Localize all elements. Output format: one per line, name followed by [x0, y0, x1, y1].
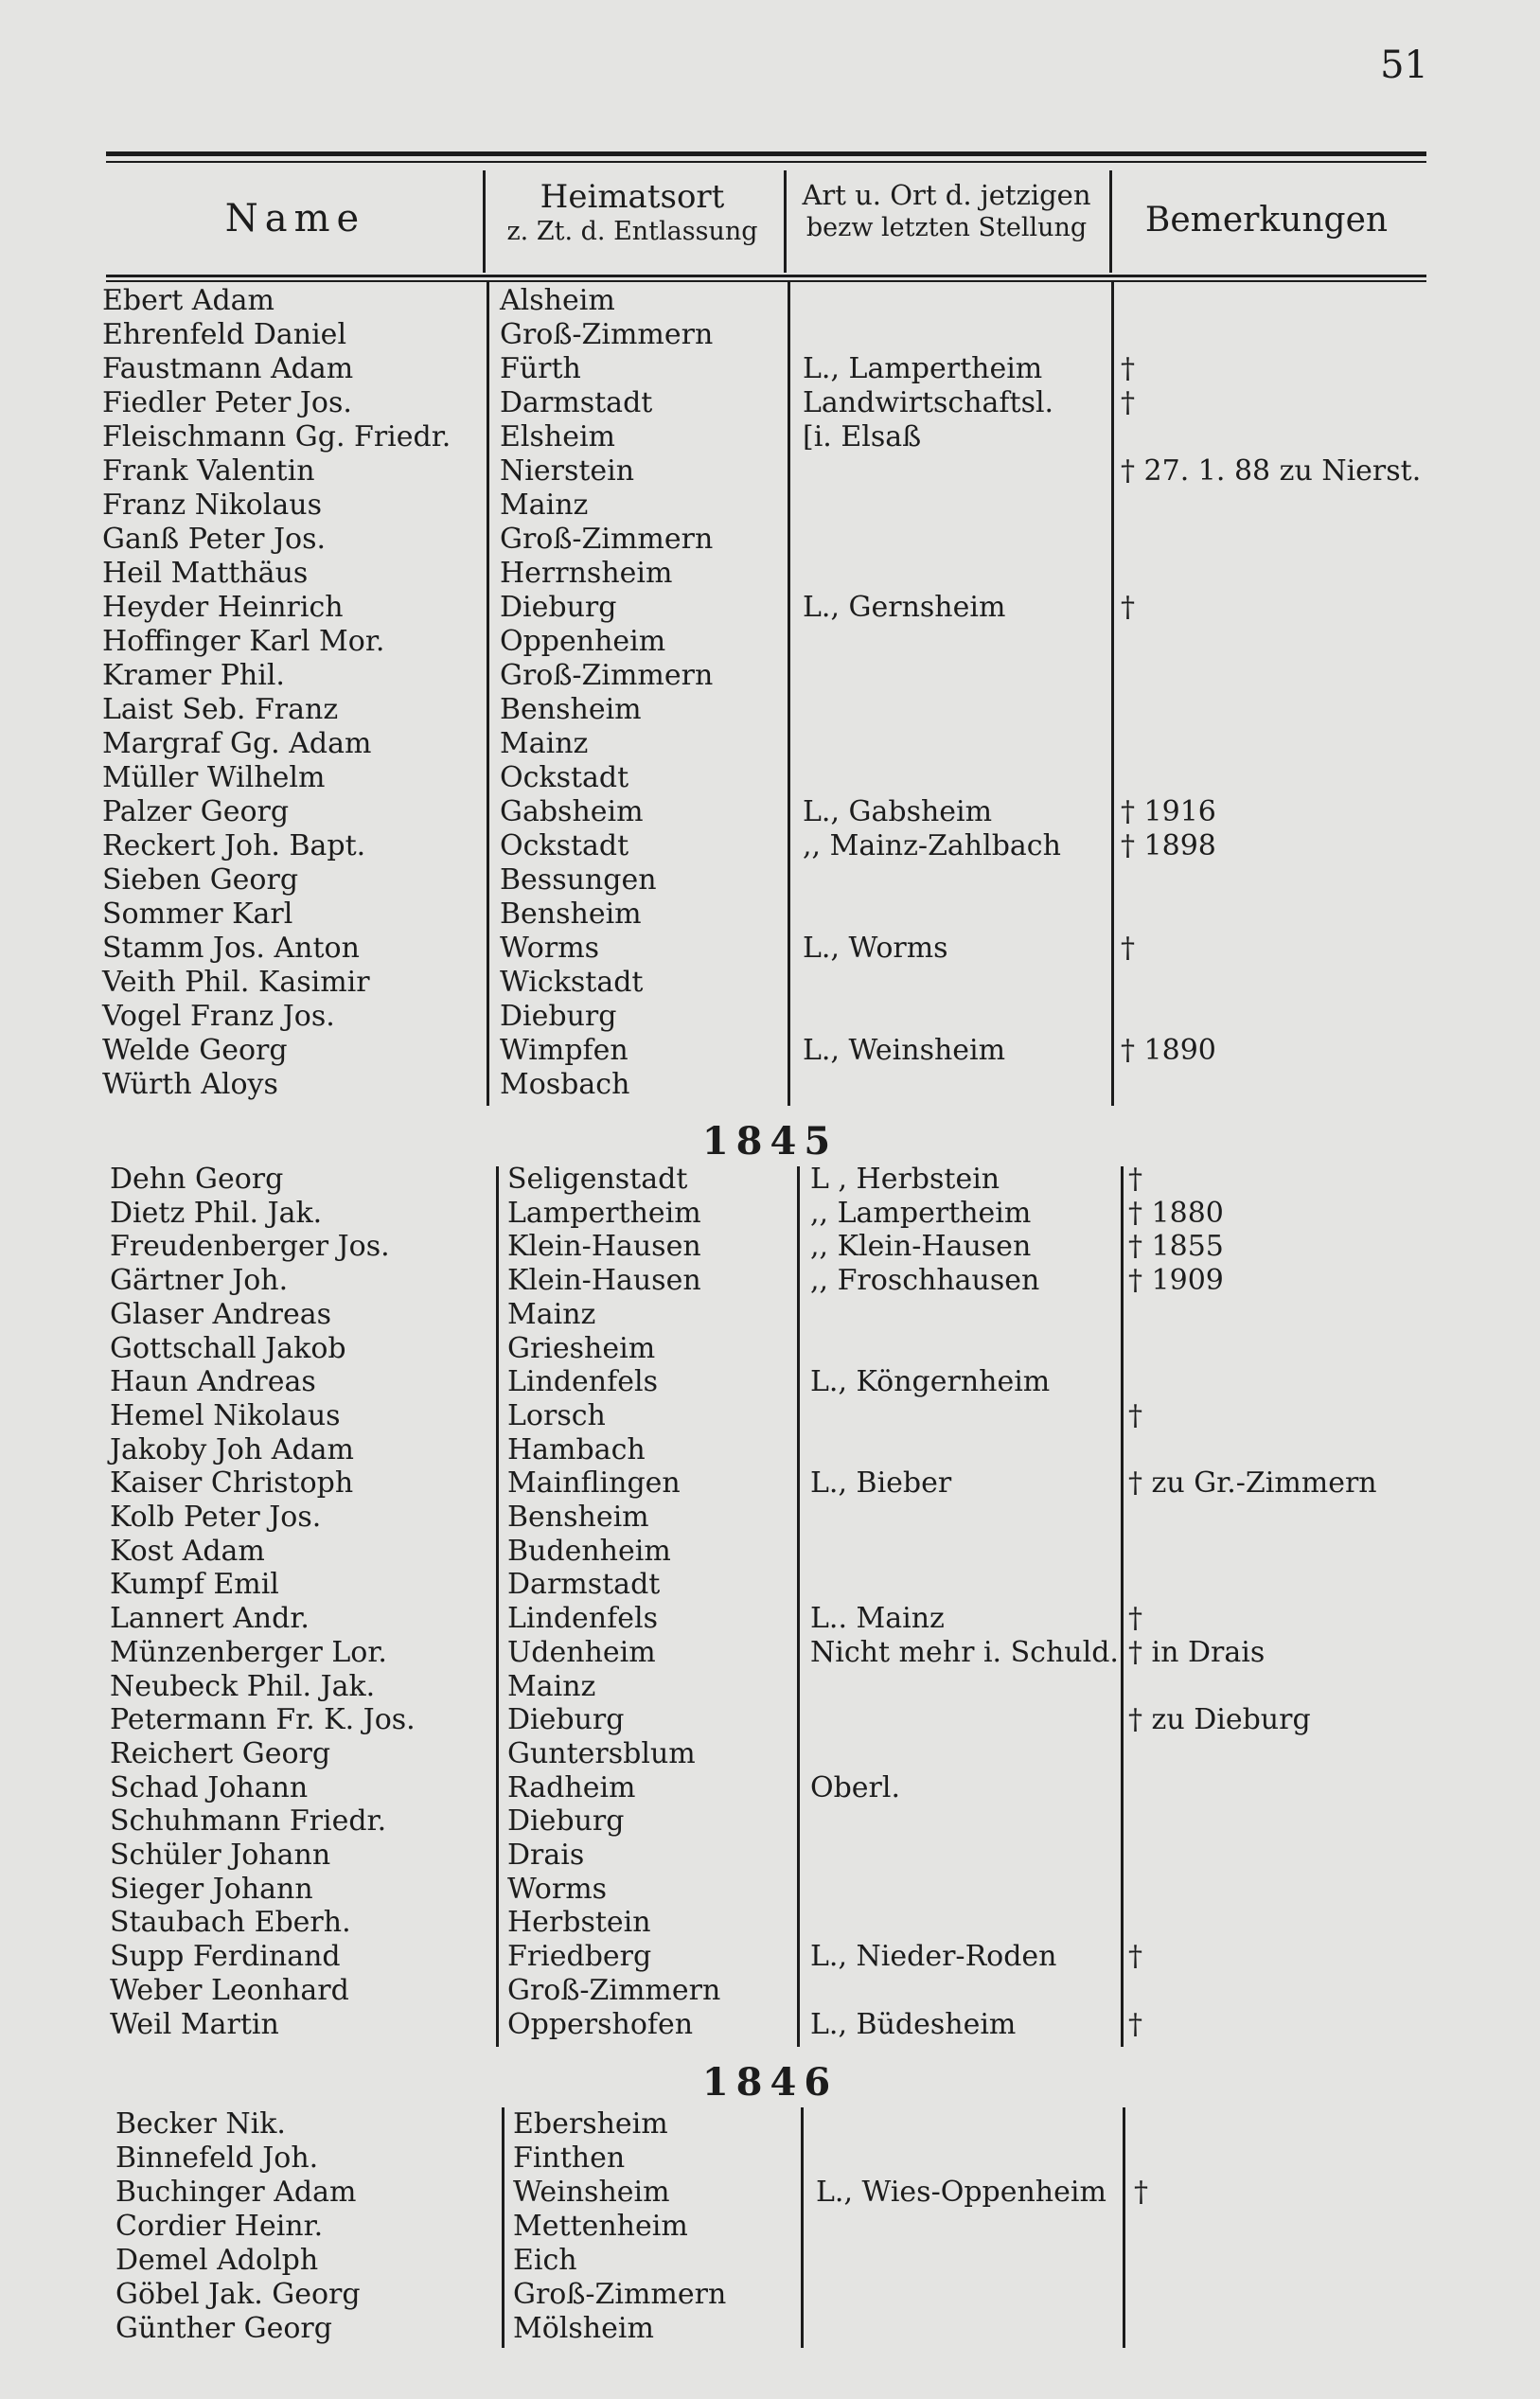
header-home-sub: z. Zt. d. Entlassung — [506, 216, 758, 246]
position-cell: L , Herbstein — [810, 1163, 1000, 1196]
home-town-cell: Budenheim — [507, 1534, 671, 1568]
person-name-cell: Sieger Johann — [110, 1872, 313, 1906]
position-cell: L., Büdesheim — [810, 2007, 1017, 2041]
position-cell: L., Gabsheim — [803, 795, 993, 828]
person-name-cell: Schüler Johann — [110, 1839, 331, 1872]
person-name-cell: Fleischmann Gg. Friedr. — [102, 420, 451, 453]
home-town-cell: Mainz — [507, 1297, 596, 1331]
person-name-cell: Freudenberger Jos. — [110, 1230, 390, 1264]
home-town-cell: Ockstadt — [500, 829, 629, 862]
person-name-cell: Reckert Joh. Bapt. — [102, 829, 366, 862]
column-divider — [487, 282, 489, 1106]
person-name-cell: Dehn Georg — [110, 1163, 284, 1196]
home-town-cell: Bessungen — [500, 863, 657, 897]
remarks-cell: † — [1128, 1398, 1142, 1432]
person-name-cell: Supp Ferdinand — [110, 1940, 341, 1974]
remarks-cell: † — [1134, 2176, 1148, 2209]
home-town-cell: Eich — [513, 2244, 577, 2277]
position-cell: L., Wies-Oppenheim — [816, 2176, 1106, 2209]
position-cell: ,, Lampertheim — [810, 1196, 1032, 1230]
person-name-cell: Hemel Nikolaus — [110, 1398, 341, 1432]
person-name-cell: Gottschall Jakob — [110, 1331, 346, 1365]
header-rule-thin — [106, 280, 1426, 282]
top-rule — [106, 151, 1426, 156]
position-cell: L.. Mainz — [810, 1602, 945, 1636]
person-name-cell: Haun Andreas — [110, 1365, 316, 1399]
column-divider — [788, 282, 790, 1106]
home-town-cell: Ockstadt — [500, 761, 629, 794]
home-town-cell: Wickstadt — [500, 966, 644, 999]
person-name-cell: Heyder Heinrich — [102, 591, 344, 624]
person-name-cell: Petermann Fr. K. Jos. — [110, 1703, 416, 1737]
page-number: 51 — [1380, 44, 1428, 87]
remarks-cell: † — [1128, 1602, 1142, 1636]
home-town-cell: Bensheim — [500, 897, 642, 931]
remarks-cell: † 1898 — [1121, 829, 1216, 862]
home-town-cell: Gabsheim — [500, 795, 644, 828]
home-town-cell: Klein-Hausen — [507, 1230, 701, 1264]
home-town-cell: Fürth — [500, 352, 581, 385]
person-name-cell: Günther Georg — [115, 2312, 332, 2345]
person-name-cell: Ehrenfeld Daniel — [102, 318, 347, 351]
header-position-sub: bezw letzten Stellung — [805, 213, 1088, 243]
home-town-cell: Lindenfels — [507, 1602, 658, 1636]
person-name-cell: Jakoby Joh Adam — [110, 1432, 354, 1466]
column-divider — [1109, 170, 1112, 273]
column-divider — [1121, 1166, 1124, 2047]
home-town-cell: Griesheim — [507, 1331, 656, 1365]
person-name-cell: Würth Aloys — [102, 1068, 278, 1101]
home-town-cell: Dieburg — [500, 591, 617, 624]
person-name-cell: Dietz Phil. Jak. — [110, 1196, 323, 1230]
position-cell: Landwirtschaftsl. — [803, 386, 1054, 419]
home-town-cell: Bensheim — [500, 693, 642, 726]
home-town-cell: Nierstein — [500, 454, 635, 488]
home-town-cell: Herbstein — [507, 1906, 651, 1940]
column-divider — [502, 2107, 504, 2348]
position-cell: [i. Elsaß — [803, 420, 922, 453]
column-divider — [797, 1166, 800, 2047]
person-name-cell: Lannert Andr. — [110, 1602, 310, 1636]
person-name-cell: Fiedler Peter Jos. — [102, 386, 352, 419]
position-cell: L., Lampertheim — [803, 352, 1043, 385]
home-town-cell: Mosbach — [500, 1068, 630, 1101]
position-cell: L., Nieder-Roden — [810, 1940, 1057, 1974]
home-town-cell: Hambach — [507, 1432, 646, 1466]
column-divider — [483, 170, 486, 273]
column-divider — [801, 2107, 804, 2348]
header-position-title: Art u. Ort d. jetzigen — [802, 179, 1091, 211]
year-heading-1846: 1846 — [701, 2060, 839, 2105]
remarks-cell: † 1890 — [1121, 1034, 1216, 1067]
home-town-cell: Oppershofen — [507, 2007, 694, 2041]
person-name-cell: Vogel Franz Jos. — [102, 1000, 335, 1033]
remarks-cell: † 1855 — [1128, 1230, 1224, 1264]
home-town-cell: Mainflingen — [507, 1466, 681, 1501]
column-divider — [1111, 282, 1114, 1106]
person-name-cell: Neubeck Phil. Jak. — [110, 1669, 376, 1703]
person-name-cell: Margraf Gg. Adam — [102, 727, 372, 760]
home-town-cell: Mainz — [507, 1669, 596, 1703]
person-name-cell: Münzenberger Lor. — [110, 1635, 387, 1669]
home-town-cell: Mainz — [500, 489, 589, 522]
position-cell: L., Worms — [803, 932, 948, 965]
person-name-cell: Demel Adolph — [115, 2244, 319, 2277]
home-town-cell: Groß-Zimmern — [507, 1973, 721, 2007]
home-town-cell: Bensheim — [507, 1501, 649, 1534]
home-town-cell: Mainz — [500, 727, 589, 760]
person-name-cell: Weil Martin — [110, 2007, 279, 2041]
home-town-cell: Lorsch — [507, 1398, 606, 1432]
remarks-cell: † 1909 — [1128, 1264, 1224, 1298]
position-cell: L., Köngernheim — [810, 1365, 1051, 1399]
position-cell: Nicht mehr i. Schuld. — [810, 1635, 1119, 1669]
home-town-cell: Darmstadt — [500, 386, 653, 419]
home-town-cell: Alsheim — [500, 284, 615, 317]
home-town-cell: Lindenfels — [507, 1365, 658, 1399]
header-home — [481, 178, 784, 247]
person-name-cell: Sieben Georg — [102, 863, 299, 897]
home-town-cell: Worms — [507, 1872, 608, 1906]
home-town-cell: Mettenheim — [513, 2210, 688, 2243]
person-name-cell: Laist Seb. Franz — [102, 693, 339, 726]
person-name-cell: Schad Johann — [110, 1770, 309, 1804]
person-name-cell: Ebert Adam — [102, 284, 274, 317]
top-rule-thin — [106, 161, 1426, 163]
home-town-cell: Lampertheim — [507, 1196, 701, 1230]
person-name-cell: Stamm Jos. Anton — [102, 932, 360, 965]
home-town-cell: Dieburg — [500, 1000, 617, 1033]
person-name-cell: Becker Nik. — [115, 2107, 286, 2141]
home-town-cell: Groß-Zimmern — [500, 659, 714, 692]
remarks-cell: † — [1128, 2007, 1142, 2041]
person-name-cell: Welde Georg — [102, 1034, 288, 1067]
remarks-cell: † — [1128, 1940, 1142, 1974]
remarks-cell: † 27. 1. 88 zu Nierst. — [1121, 454, 1422, 488]
position-cell: ,, Klein-Hausen — [810, 1230, 1032, 1264]
position-cell: Oberl. — [810, 1770, 901, 1804]
person-name-cell: Kumpf Emil — [110, 1568, 279, 1602]
person-name-cell: Kramer Phil. — [102, 659, 285, 692]
person-name-cell: Gärtner Joh. — [110, 1264, 289, 1298]
position-cell: L., Gernsheim — [803, 591, 1006, 624]
home-town-cell: Drais — [507, 1839, 585, 1872]
home-town-cell: Groß-Zimmern — [500, 318, 714, 351]
column-divider — [496, 1166, 499, 2047]
person-name-cell: Faustmann Adam — [102, 352, 354, 385]
home-town-cell: Worms — [500, 932, 600, 965]
person-name-cell: Schuhmann Friedr. — [110, 1804, 387, 1839]
home-town-cell: Udenheim — [507, 1635, 656, 1669]
person-name-cell: Kost Adam — [110, 1534, 265, 1568]
person-name-cell: Reichert Georg — [110, 1736, 331, 1770]
home-town-cell: Groß-Zimmern — [513, 2278, 727, 2311]
remarks-cell: † in Drais — [1128, 1635, 1266, 1669]
person-name-cell: Palzer Georg — [102, 795, 290, 828]
remarks-cell: † — [1121, 352, 1135, 385]
position-cell: ,, Froschhausen — [810, 1264, 1040, 1298]
remarks-cell: † zu Dieburg — [1128, 1703, 1311, 1737]
person-name-cell: Franz Nikolaus — [102, 489, 322, 522]
person-name-cell: Sommer Karl — [102, 897, 293, 931]
remarks-cell: † 1880 — [1128, 1196, 1224, 1230]
home-town-cell: Darmstadt — [507, 1568, 661, 1602]
position-cell: L., Bieber — [810, 1466, 952, 1501]
home-town-cell: Mölsheim — [513, 2312, 654, 2345]
home-town-cell: Dieburg — [507, 1804, 625, 1839]
year-heading-1845: 1845 — [701, 1119, 839, 1164]
header-remarks: Bemerkungen — [1144, 201, 1389, 240]
home-town-cell: Herrnsheim — [500, 557, 673, 590]
header-name: Name — [224, 197, 366, 240]
position-cell: ,, Mainz-Zahlbach — [803, 829, 1061, 862]
home-town-cell: Groß-Zimmern — [500, 523, 714, 556]
home-town-cell: Elsheim — [500, 420, 616, 453]
remarks-cell: † — [1128, 1163, 1142, 1196]
person-name-cell: Veith Phil. Kasimir — [102, 966, 370, 999]
position-cell: L., Weinsheim — [803, 1034, 1006, 1067]
header-rule — [106, 275, 1426, 277]
header-position — [786, 178, 1107, 244]
home-town-cell: Radheim — [507, 1770, 636, 1804]
home-town-cell: Wimpfen — [500, 1034, 628, 1067]
person-name-cell: Buchinger Adam — [115, 2176, 357, 2209]
home-town-cell: Finthen — [513, 2141, 626, 2175]
person-name-cell: Heil Matthäus — [102, 557, 309, 590]
person-name-cell: Göbel Jak. Georg — [115, 2278, 361, 2311]
home-town-cell: Friedberg — [507, 1940, 652, 1974]
person-name-cell: Frank Valentin — [102, 454, 315, 488]
remarks-cell: † — [1121, 932, 1135, 965]
person-name-cell: Cordier Heinr. — [115, 2210, 324, 2243]
person-name-cell: Hoffinger Karl Mor. — [102, 625, 385, 658]
remarks-cell: † zu Gr.-Zimmern — [1128, 1466, 1377, 1501]
person-name-cell: Ganß Peter Jos. — [102, 523, 327, 556]
remarks-cell: † 1916 — [1121, 795, 1216, 828]
home-town-cell: Klein-Hausen — [507, 1264, 701, 1298]
header-home-title: Heimatsort — [540, 178, 725, 216]
person-name-cell: Müller Wilhelm — [102, 761, 326, 794]
home-town-cell: Weinsheim — [513, 2176, 670, 2209]
column-divider — [1123, 2107, 1125, 2348]
home-town-cell: Oppenheim — [500, 625, 666, 658]
remarks-cell: † — [1121, 386, 1135, 419]
person-name-cell: Binnefeld Joh. — [115, 2141, 319, 2175]
person-name-cell: Weber Leonhard — [110, 1973, 349, 2007]
home-town-cell: Seligenstadt — [507, 1163, 688, 1196]
home-town-cell: Guntersblum — [507, 1736, 696, 1770]
person-name-cell: Kolb Peter Jos. — [110, 1501, 322, 1534]
person-name-cell: Kaiser Christoph — [110, 1466, 354, 1501]
person-name-cell: Glaser Andreas — [110, 1297, 332, 1331]
home-town-cell: Ebersheim — [513, 2107, 668, 2141]
person-name-cell: Staubach Eberh. — [110, 1906, 351, 1940]
remarks-cell: † — [1121, 591, 1135, 624]
column-divider — [784, 170, 787, 273]
home-town-cell: Dieburg — [507, 1703, 625, 1737]
